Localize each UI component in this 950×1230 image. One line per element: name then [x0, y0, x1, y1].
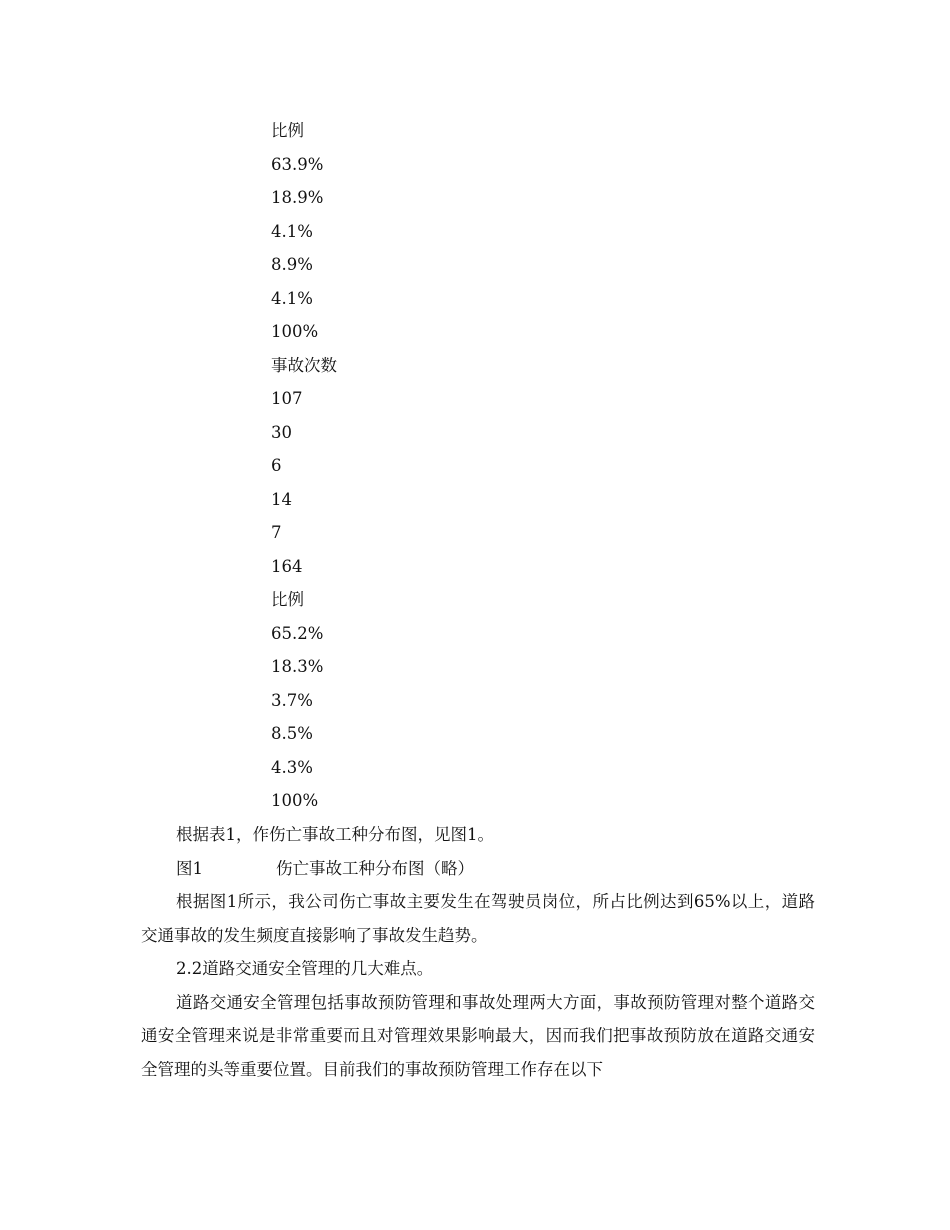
figure-label: 图1: [176, 858, 203, 878]
figure-caption: 伤亡事故工种分布图（略）: [276, 858, 474, 878]
table-cell: 6: [271, 456, 282, 475]
figure-caption-line: [141, 852, 815, 886]
paragraph: 道路交通安全管理包括事故预防管理和事故处理两大方面，事故预防管理对整个道路交通安全管理来说是非常重要而且对管理效果影响最大，因而我们把事故预防放在道路交通安全管理的头等重要位置。目前我们的事故预防管理工作存在以下: [141, 992, 815, 1079]
column-header-ratio: 比例: [271, 121, 304, 140]
table-cell: 63.9%: [271, 154, 324, 174]
table-cell: 65.2%: [271, 623, 324, 643]
table-cell: 18.3%: [271, 657, 324, 676]
table-cell: 4.1%: [271, 288, 313, 308]
table-cell-total: 100%: [271, 791, 319, 810]
table-cell: 7: [271, 523, 282, 542]
table-cell: 14: [271, 489, 292, 509]
table-cell: 4.3%: [271, 757, 313, 777]
column-header-ratio: 比例: [271, 590, 304, 609]
table-cell: 8.5%: [271, 724, 313, 743]
table-cell-total: 100%: [271, 322, 319, 341]
column-header-accident-count: 事故次数: [271, 355, 337, 375]
section-heading: 2.2道路交通安全管理的几大难点。: [176, 959, 434, 978]
body-text: [141, 818, 815, 1086]
table-cell: 107: [271, 389, 303, 408]
table-cell-total: 164: [271, 556, 303, 576]
table-cell: 8.9%: [271, 255, 313, 274]
table-cell: 30: [271, 422, 292, 442]
table-cell: 3.7%: [271, 690, 313, 710]
table-cell: 18.9%: [271, 188, 324, 207]
table-cell: 4.1%: [271, 221, 313, 241]
paragraph: 根据表1，作伤亡事故工种分布图，见图1。: [176, 825, 494, 844]
paragraph: 根据图1所示，我公司伤亡事故主要发生在驾驶员岗位，所占比例达到65%以上，道路交通事故的发生频度直接影响了事故发生趋势。: [141, 892, 815, 945]
table-cell-list: [271, 117, 337, 821]
